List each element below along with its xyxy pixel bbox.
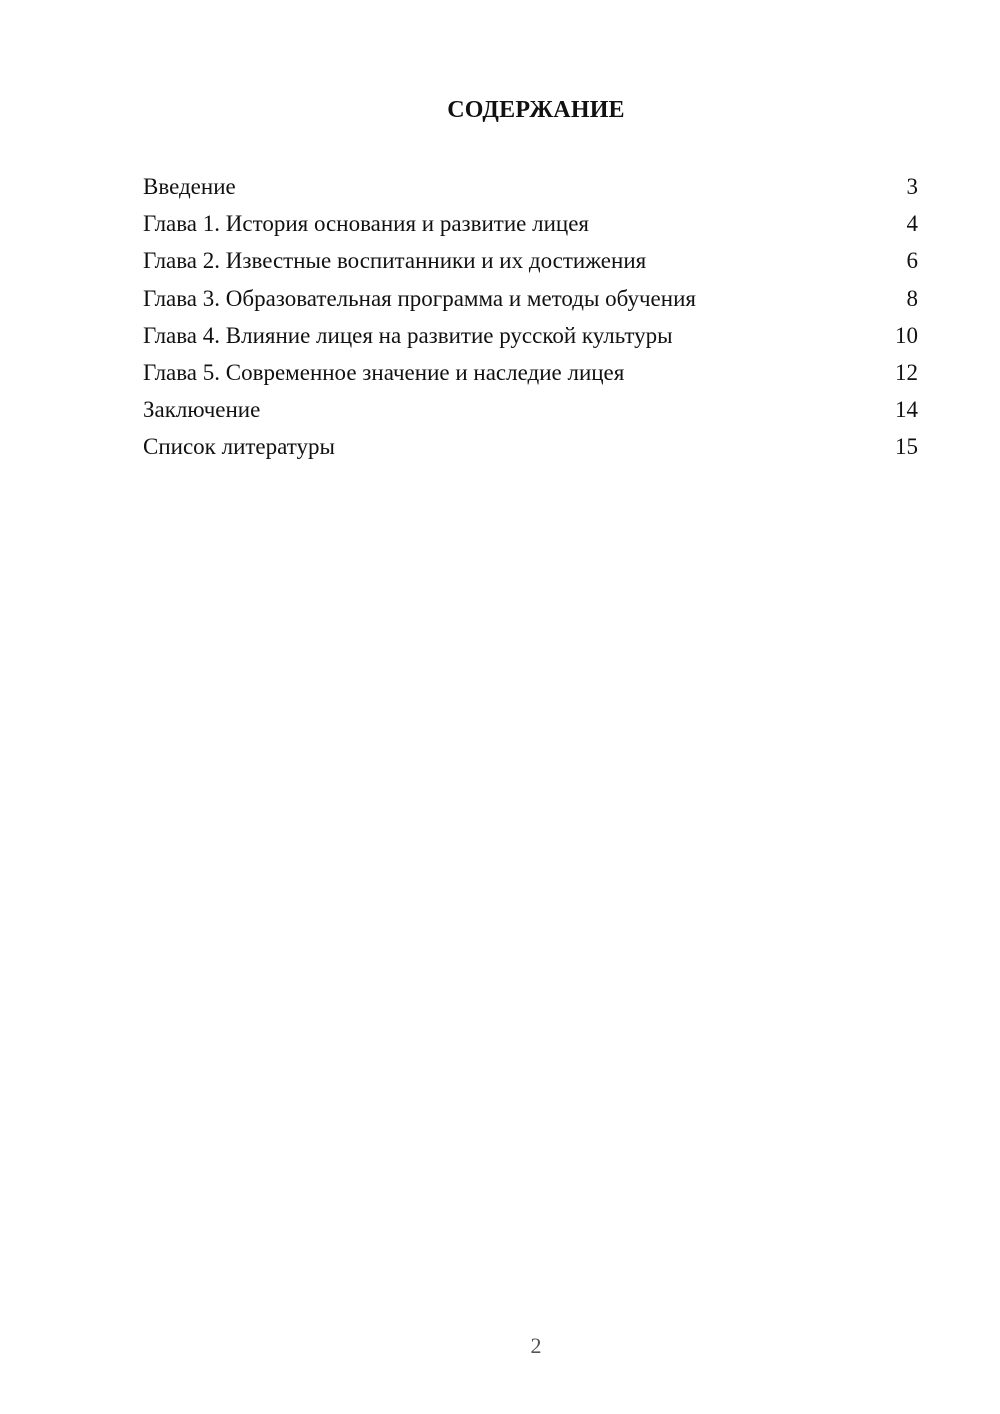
toc-item-chapter-3[interactable] <box>143 280 918 317</box>
toc-heading: СОДЕРЖАНИЕ <box>447 97 625 123</box>
toc-item-page: 14 <box>895 397 918 423</box>
toc-item-title: Список литературы <box>143 434 335 460</box>
page-number: 2 <box>530 1333 542 1358</box>
toc-item-references[interactable] <box>143 428 918 465</box>
toc-item-title: Глава 3. Образовательная программа и методы обучения <box>143 285 696 311</box>
toc-item-page: 3 <box>906 174 918 199</box>
toc-item-introduction[interactable] <box>143 168 918 205</box>
toc-item-title: Глава 2. Известные воспитанники и их достижения <box>143 248 647 274</box>
toc-item-chapter-4[interactable] <box>143 317 918 354</box>
toc-item-chapter-2[interactable] <box>143 242 918 279</box>
table-of-contents <box>143 168 918 466</box>
toc-item-conclusion[interactable] <box>143 391 918 428</box>
toc-item-title: Глава 4. Влияние лицея на развитие русской культуры <box>143 322 673 348</box>
toc-item-page: 6 <box>906 248 918 274</box>
toc-item-page: 4 <box>906 211 918 237</box>
toc-item-title: Глава 5. Современное значение и наследие лицея <box>143 359 625 385</box>
toc-item-title: Глава 1. История основания и развитие лицея <box>143 211 589 237</box>
toc-item-page: 10 <box>895 322 918 348</box>
toc-item-chapter-1[interactable] <box>143 205 918 242</box>
toc-item-page: 8 <box>906 285 918 311</box>
toc-item-title: Заключение <box>143 397 261 423</box>
toc-item-page: 12 <box>895 359 918 385</box>
toc-item-title: Введение <box>143 174 236 199</box>
toc-item-page: 15 <box>895 434 918 460</box>
toc-item-chapter-5[interactable] <box>143 354 918 391</box>
